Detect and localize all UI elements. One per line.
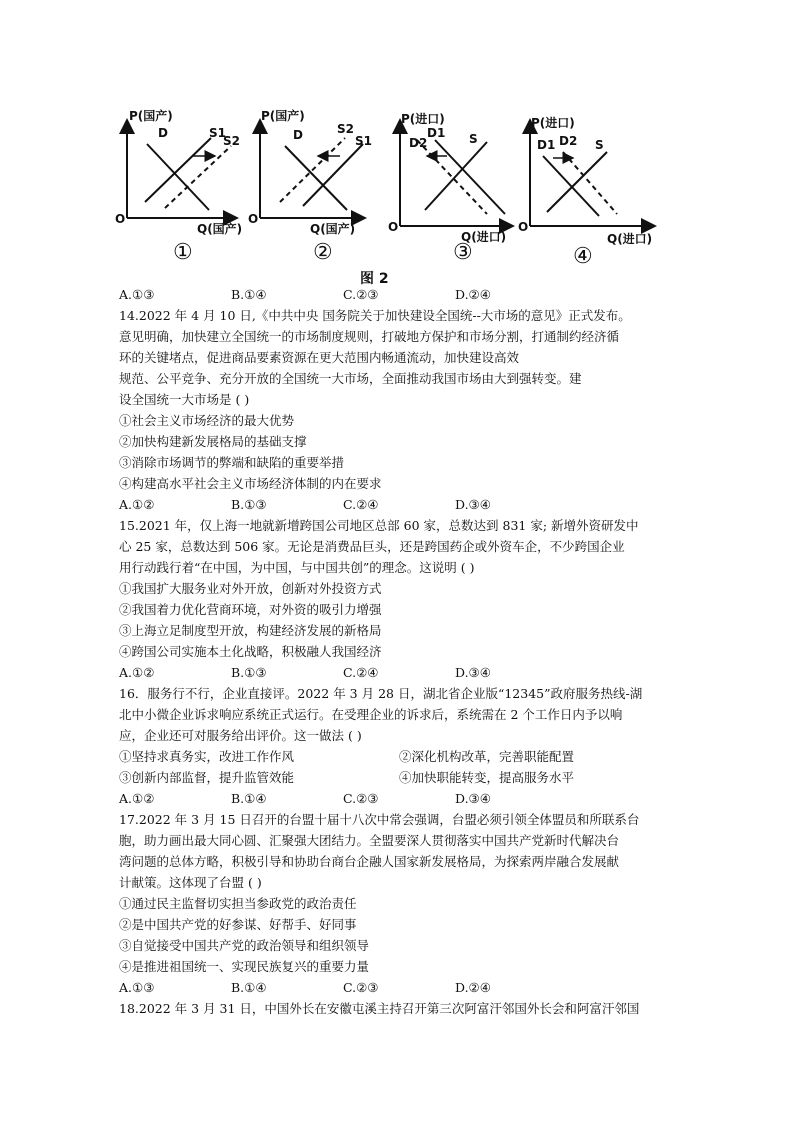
- q15-stem-line: 用行动践行着“在中国，为中国，与中国共创”的理念。这说明 ( ): [119, 560, 475, 575]
- graph-4-supply-line: [547, 152, 607, 212]
- graph-4-label-d2: D2: [559, 134, 578, 148]
- q16-item: ③创新内部监督，提升监管效能: [119, 770, 295, 785]
- supply-demand-figure: [115, 98, 675, 293]
- graph-2-number: ②: [313, 240, 333, 265]
- q16-option-a[interactable]: A.①②: [119, 791, 155, 806]
- q18-stem-line: 18.2022 年 3 月 31 日，中国外长在安徽屯溪主持召开第三次阿富汗邻国外长会和阿富汗邻国: [119, 1001, 640, 1016]
- q16-stem-line: 16．服务行不行，企业直接评。2022 年 3 月 28 日，湖北省企业版“12345”政府服务热线-湖: [119, 686, 643, 701]
- graph-1-demand-line: [147, 144, 209, 210]
- q13-options: [119, 284, 689, 305]
- graph-1-label-s2: S2: [223, 134, 240, 148]
- graph-3-supply-line: [425, 142, 487, 210]
- figure-caption: 图 2: [360, 271, 389, 287]
- q16-options: [119, 788, 689, 809]
- q14-options: [119, 494, 689, 515]
- graph-3-d2-line: [417, 140, 487, 214]
- graph-4-label-s: S: [595, 138, 604, 152]
- graph-4-ylabel: P(进口): [531, 116, 575, 130]
- q17-item: ④是推进祖国统一、实现民族复兴的重要力量: [119, 959, 370, 974]
- q17-item: ①通过民主监督切实担当参政党的政治责任: [119, 896, 357, 911]
- q17-stem-line: 胞，助力画出最大同心圆、汇聚强大团结力。全盟要深人贯彻落实中国共产党新时代解决台: [119, 833, 620, 848]
- graph-3-xlabel: Q(进口): [461, 230, 507, 244]
- graph-3-label-d1: D1: [427, 126, 446, 140]
- graph-4-label-d1: D1: [537, 138, 556, 152]
- q15-stem-line: 15.2021 年，仅上海一地就新增跨国公司地区总部 60 家，总数达到 831 家; 新增外资研发中: [119, 518, 639, 533]
- q15-option-d[interactable]: D.③④: [455, 665, 491, 680]
- q15-option-a[interactable]: A.①②: [119, 665, 155, 680]
- q15-item: ④跨国公司实施本土化战略，积极融人我国经济: [119, 644, 382, 659]
- q16-item: ①坚持求真务实，改进工作作风: [119, 749, 295, 764]
- graph-4-xlabel: Q(进口): [607, 232, 653, 246]
- q15-item: ③上海立足制度型开放，构建经济发展的新格局: [119, 623, 382, 638]
- q16-items-row: [119, 767, 689, 788]
- q14-option-b[interactable]: B.①③: [231, 497, 267, 512]
- q16-item: ②深化机构改革，完善职能配置: [399, 749, 575, 764]
- q14-item: ②加快构建新发展格局的基础支撑: [119, 434, 307, 449]
- q16-item: ④加快职能转变，提高服务水平: [399, 770, 575, 785]
- q14-option-d[interactable]: D.③④: [455, 497, 491, 512]
- q16-items-row: [119, 746, 689, 767]
- graph-2-label-s1: S1: [355, 134, 372, 148]
- graph-1-label-d: D: [158, 126, 168, 140]
- q15-stem-line: 心 25 家，总数达到 506 家。无论是消费品巨头，还是跨国药企或外资车企，不少跨国企业: [119, 539, 625, 554]
- graph-2-s2-line: [280, 138, 345, 202]
- graph-1-number: ①: [173, 240, 193, 265]
- graph-2-label-s2: S2: [337, 122, 354, 136]
- q17-option-c[interactable]: C.②③: [343, 980, 379, 995]
- q16-option-c[interactable]: C.②③: [343, 791, 379, 806]
- q14-item: ③消除市场调节的弊端和缺陷的重要举措: [119, 455, 345, 470]
- graph-1-label-s1: S1: [209, 126, 226, 140]
- questions-body: [119, 284, 689, 1019]
- graph-1-origin: O: [115, 212, 126, 226]
- graph-4-origin: O: [518, 220, 529, 234]
- q15-item: ②我国着力优化营商环境，对外资的吸引力增强: [119, 602, 382, 617]
- q16-option-b[interactable]: B.①④: [231, 791, 267, 806]
- q15-option-b[interactable]: B.①③: [231, 665, 267, 680]
- graph-2-ylabel: P(国产): [261, 109, 305, 123]
- q16-option-d[interactable]: D.③④: [455, 791, 491, 806]
- graph-3-label-s: S: [469, 132, 478, 146]
- q14-option-c[interactable]: C.②④: [343, 497, 379, 512]
- q17-item: ②是中国共产党的好参谋、好帮手、好同事: [119, 917, 357, 932]
- q15-option-c[interactable]: C.②④: [343, 665, 379, 680]
- q17-stem-line: 计献策。这体现了台盟 ( ): [119, 875, 262, 890]
- q17-option-d[interactable]: D.②④: [455, 980, 491, 995]
- graph-3-d1-line: [435, 140, 505, 214]
- q14-option-a[interactable]: A.①②: [119, 497, 155, 512]
- q17-option-a[interactable]: A.①③: [119, 980, 155, 995]
- graph-1-s1-line: [145, 138, 211, 202]
- q15-item: ①我国扩大服务业对外开放，创新对外投资方式: [119, 581, 382, 596]
- q15-options: [119, 662, 689, 683]
- q14-stem-line: 环的关键堵点，促进商品要素资源在更大范围内畅通流动，加快建设高效: [119, 350, 520, 365]
- graph-4-number: ④: [573, 244, 593, 269]
- graph-3-ylabel: P(进口): [401, 112, 445, 126]
- q16-stem-line: 应，企业还可对服务给出评价。这一做法 ( ): [119, 728, 362, 743]
- graph-3-number: ③: [453, 240, 473, 265]
- q17-options: [119, 977, 689, 998]
- graph-4-d2-line: [563, 152, 617, 214]
- q14-item: ④构建高水平社会主义市场经济体制的内在要求: [119, 476, 382, 491]
- graph-2-xlabel: Q(国产): [310, 222, 356, 236]
- q13-option-d[interactable]: D.②④: [455, 287, 491, 302]
- graph-3-origin: O: [388, 220, 399, 234]
- q17-option-b[interactable]: B.①④: [231, 980, 267, 995]
- q14-stem-line: 意见明确，加快建立全国统一的市场制度规则，打破地方保护和市场分割，打通制约经济循: [119, 329, 620, 344]
- q17-stem-line: 17.2022 年 3 月 15 日召开的台盟十届十八次中常会强调，台盟必须引领全体盟员和所联系台: [119, 812, 640, 827]
- q14-item: ①社会主义市场经济的最大优势: [119, 413, 295, 428]
- q17-item: ③自觉接受中国共产党的政治领导和组织领导: [119, 938, 370, 953]
- graph-1-xlabel: Q(国产): [197, 222, 243, 236]
- graph-2-origin: O: [248, 212, 259, 226]
- graph-3-label-d2: D2: [409, 136, 428, 150]
- q13-option-a[interactable]: A.①③: [119, 287, 155, 302]
- q13-option-c[interactable]: C.②③: [343, 287, 379, 302]
- q14-stem-line: 设全国统一大市场是 ( ): [119, 392, 250, 407]
- graph-1-ylabel: P(国产): [129, 109, 173, 123]
- q14-stem-line: 14.2022 年 4 月 10 日,《中共中央 国务院关于加快建设全国统--大市场的意见》正式发布。: [119, 308, 631, 323]
- q17-stem-line: 湾问题的总体方略，积极引导和协助台商台企融人国家新发展格局，为探索两岸融合发展献: [119, 854, 620, 869]
- q14-stem-line: 规范、公平竞争、充分开放的全国统一大市场，全面推动我国市场由大到强转变。建: [119, 371, 582, 386]
- q13-option-b[interactable]: B.①④: [231, 287, 267, 302]
- q16-stem-line: 北中小微企业诉求响应系统正式运行。在受理企业的诉求后，系统需在 2 个工作日内予以响: [119, 707, 623, 722]
- graph-2-label-d: D: [293, 128, 303, 142]
- graph-4: [530, 120, 655, 226]
